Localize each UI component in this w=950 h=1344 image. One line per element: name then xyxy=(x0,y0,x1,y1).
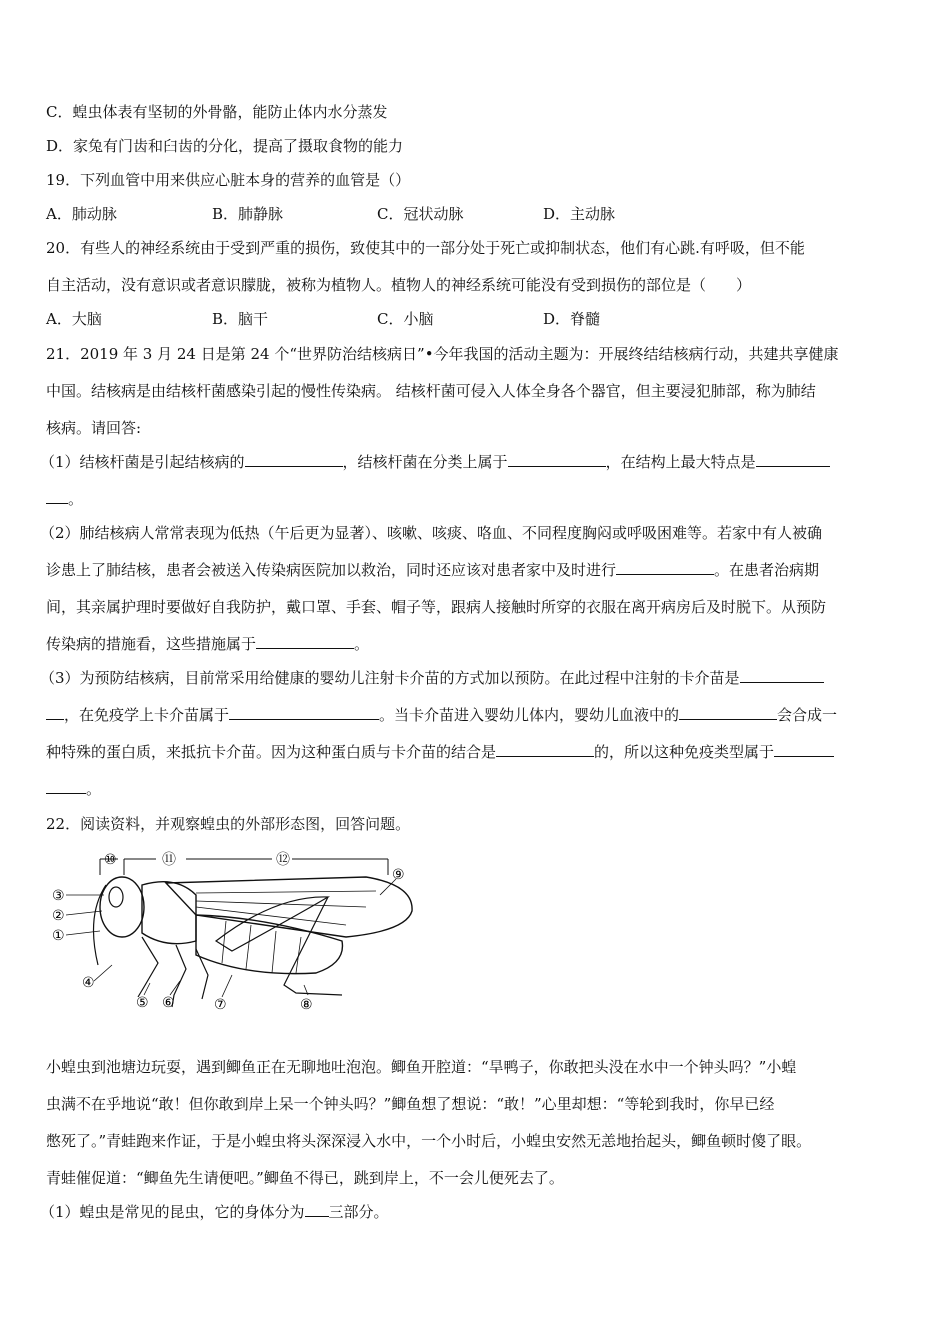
q21-p3-blank-1-cont[interactable] xyxy=(46,705,64,720)
figure-label-10: ⑩ xyxy=(104,852,117,868)
q21-p2-text-c: 传染病的措施看，这些措施属于 xyxy=(46,635,257,653)
figure-label-12: ⑫ xyxy=(276,852,290,868)
q18-option-d: D．家兔有门齿和臼齿的分化，提高了摄取食物的能力 xyxy=(46,137,404,155)
grasshopper-thorax xyxy=(142,882,196,944)
q22-story-line4: 青蛙催促道：“鲫鱼先生请便吧。”鲫鱼不得已，跳到岸上，不一会儿便死去了。 xyxy=(46,1169,564,1187)
q21-p2-text-a: 诊患上了肺结核，患者会被送入传染病医院加以救治，同时还应该对患者家中及时进行 xyxy=(46,561,617,579)
q22-story-line3: 憋死了。”青蛙跑来作证，于是小蝗虫将头深深浸入水中，一个小时后，小蝗虫安然无恙地抬起头，鲫鱼顿时傻了眼。 xyxy=(46,1132,812,1150)
q21-p2-blank-2[interactable] xyxy=(256,634,354,649)
q21-part1-cont xyxy=(46,489,83,509)
q22-stem: 22．阅读资料，并观察蝗虫的外部形态图，回答问题。 xyxy=(46,815,411,833)
q21-p3-line1 xyxy=(40,668,824,688)
q21-p3-line4 xyxy=(46,779,101,799)
figure-label-8: ⑧ xyxy=(300,997,313,1013)
q22-p1-blank[interactable] xyxy=(305,1202,329,1217)
figure-label-11: ⑪ xyxy=(162,852,176,868)
q21-p3-blank-5-cont[interactable] xyxy=(46,779,86,794)
q21-p3-text-d: 会合成一 xyxy=(777,706,838,724)
q21-p3-blank-2[interactable] xyxy=(229,705,379,720)
figure-label-5: ⑤ xyxy=(136,995,149,1011)
q21-stem-line2: 中国。结核病是由结核杆菌感染引起的慢性传染病。 结核杆菌可侵入人体全身各个器官，但主要浸犯肺部，称为肺结 xyxy=(46,382,816,400)
grasshopper-hind-tibia xyxy=(284,897,342,995)
grasshopper-wing xyxy=(166,877,412,937)
q21-p1-blank-3-cont[interactable] xyxy=(46,489,68,504)
q22-p1-text-b: 三部分。 xyxy=(328,1203,389,1221)
q21-p2-blank-1[interactable] xyxy=(616,560,714,575)
q21-p3-text-b: ，在免疫学上卡介苗属于 xyxy=(64,706,230,724)
q21-p1-text-c: ，在结构上最大特点是 xyxy=(605,453,756,471)
q18-option-c: C．蝗虫体表有坚韧的外骨骼，能防止体内水分蒸发 xyxy=(46,103,388,121)
figure-label-4: ④ xyxy=(82,975,95,991)
figure-label-3: ③ xyxy=(52,888,65,904)
q22-part1 xyxy=(40,1202,389,1222)
q21-p2-text-d: 。 xyxy=(354,635,370,653)
q21-p3-blank-5[interactable] xyxy=(774,742,834,757)
q20-option-a: A．大脑 xyxy=(46,310,102,328)
q21-p1-text-a: （1）结核杆菌是引起结核病的 xyxy=(40,453,245,471)
q21-p3-text-a: （3）为预防结核病，目前常采用给健康的婴幼儿注射卡介苗的方式加以预防。在此过程中注射的卡介苗是 xyxy=(40,669,740,687)
q21-p3-end: 。 xyxy=(86,780,102,798)
figure-label-1: ① xyxy=(52,928,65,944)
q21-p1-blank-2[interactable] xyxy=(508,452,606,467)
q22-story-line1: 小蝗虫到池塘边玩耍，遇到鲫鱼正在无聊地吐泡泡。鲫鱼开腔道：“旱鸭子，你敢把头没在水中一个钟头吗？”小蝗 xyxy=(46,1058,797,1076)
figure-label-9: ⑨ xyxy=(392,867,405,883)
q22-story-line2: 虫满不在乎地说“敢！但你敢到岸上呆一个钟头吗？”鲫鱼想了想说：“敢！”心里却想：“等轮到我时，你早已经 xyxy=(46,1095,775,1113)
q21-p3-blank-3[interactable] xyxy=(679,705,777,720)
q19-option-b: B．肺静脉 xyxy=(212,205,284,223)
q21-p2-line2 xyxy=(46,560,819,580)
q21-p2-line3: 间，其亲属护理时要做好自我防护，戴口罩、手套、帽子等，跟病人接触时所穿的衣服在离开病房后及时脱下。从预防 xyxy=(46,598,827,616)
q19-option-c: C．冠状动脉 xyxy=(377,205,464,223)
q21-stem-line1: 21．2019 年 3 月 24 日是第 24 个“世界防治结核病日”•今年我国的活动主题为：开展终结结核病行动，共建共享健康 xyxy=(46,345,839,363)
q20-option-d: D．脊髓 xyxy=(543,310,601,328)
q21-p3-text-f: 的，所以这种免疫类型属于 xyxy=(594,743,775,761)
q20-stem-line2: 自主活动，没有意识或者意识朦胧，被称为植物人。植物人的神经系统可能没有受到损伤的部位是（ ） xyxy=(46,276,752,294)
q19-stem: 19．下列血管中用来供应心脏本身的营养的血管是（） xyxy=(46,171,411,189)
q20-stem-line1: 20．有些人的神经系统由于受到严重的损伤，致使其中的一部分处于死亡或抑制状态，他们有心跳.有呼吸，但不能 xyxy=(46,239,805,257)
q21-p3-blank-4[interactable] xyxy=(496,742,594,757)
q21-p3-line2 xyxy=(46,705,837,725)
q21-p1-blank-3[interactable] xyxy=(756,452,830,467)
figure-label-7: ⑦ xyxy=(214,997,227,1013)
figure-label-2: ② xyxy=(52,908,65,924)
q21-p1-blank-1[interactable] xyxy=(245,452,343,467)
q21-p1-end: 。 xyxy=(68,490,84,508)
q20-option-b: B．脑干 xyxy=(212,310,269,328)
q20-option-c: C．小脑 xyxy=(377,310,434,328)
grasshopper-head xyxy=(100,877,144,937)
q21-p3-line3 xyxy=(46,742,834,762)
q22-p1-text-a: （1）蝗虫是常见的昆虫，它的身体分为 xyxy=(40,1203,305,1221)
q21-p2-text-b: 。在患者治病期 xyxy=(714,561,820,579)
q21-part1 xyxy=(40,452,830,472)
grasshopper-fore-leg xyxy=(138,937,158,997)
q19-option-d: D．主动脉 xyxy=(543,205,616,223)
grasshopper-eye xyxy=(109,887,123,907)
q21-p3-text-c: 。当卡介苗进入婴幼儿体内，婴幼儿血液中的 xyxy=(379,706,680,724)
q21-p3-text-e: 种特殊的蛋白质，来抵抗卡介苗。因为这种蛋白质与卡介苗的结合是 xyxy=(46,743,497,761)
q21-p2-line1: （2）肺结核病人常常表现为低热（午后更为显著）、咳嗽、咳痰、咯血、不同程度胸闷或呼吸困难等。若家中有人被确 xyxy=(40,524,823,542)
q21-p1-text-b: ，结核杆菌在分类上属于 xyxy=(342,453,508,471)
grasshopper-figure xyxy=(46,845,426,1025)
q21-p2-line4 xyxy=(46,634,369,654)
q21-stem-line3: 核病。请回答: xyxy=(46,419,142,437)
q21-p3-blank-1[interactable] xyxy=(740,668,824,683)
figure-label-6: ⑥ xyxy=(162,995,175,1011)
grasshopper-abdomen xyxy=(196,915,342,974)
q19-option-a: A．肺动脉 xyxy=(46,205,117,223)
